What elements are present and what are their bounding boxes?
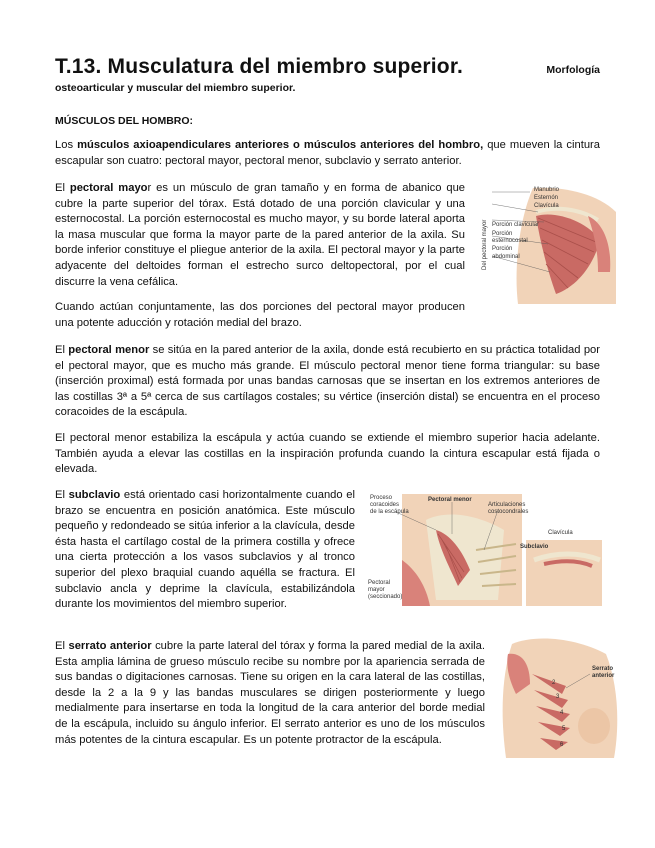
sub-label-coracoides: coracoides: [370, 502, 400, 508]
subclavio-paragraph: [55, 488, 355, 613]
pm-label-clavicula: Clavícula: [534, 203, 559, 209]
subclavio-figure: [366, 490, 602, 606]
pectoral-mayor-figure: [478, 182, 618, 304]
pm-label-abdominal: abdominal: [492, 254, 520, 260]
title-subtitle-end: osteoarticular y muscular del miembro superior.: [55, 82, 296, 94]
document-title: [55, 55, 600, 94]
pm-label-esternocostal: esternocostal: [492, 238, 528, 244]
title-subtitle-start: Morfología: [546, 64, 600, 76]
serrato-paragraph: [55, 639, 485, 748]
sub-label-pectoral-menor: Pectoral menor: [428, 497, 472, 503]
pectoral-menor-paragraph-2: [55, 431, 600, 478]
sub-label-pectoral: Pectoral: [368, 580, 391, 586]
pm-label-esternon: Esternón: [534, 195, 559, 201]
intro-text-start: Los: [55, 139, 78, 151]
pm-text-2: Cuando actúan conjuntamente, las dos porciones del pectoral mayor producen una potente aducción y rotación medial del brazo.: [55, 301, 465, 329]
sub-label-escapula: de la escápula: [370, 509, 409, 515]
intro-text-rest: que mueven la cintura escapular son cuatro: pectoral mayor, pectoral menor, subclavio y serrato anterior.: [55, 139, 601, 167]
ser-label-2: 2: [552, 680, 556, 686]
pmn-bold-term: pectoral menor: [68, 344, 150, 356]
sub-label-clavicula: Clavícula: [548, 530, 573, 536]
sub-label-articulaciones: Articulaciones: [488, 502, 526, 508]
title-main: T.13. Musculatura del miembro superior.: [55, 55, 464, 78]
ser-label-6: 6: [560, 742, 564, 748]
pm-label-vertical: Del pectoral mayor: [482, 219, 488, 270]
section-heading: MÚSCULOS DEL HOMBRO:: [55, 115, 194, 127]
pm-label-manubrio: Manubrio: [534, 187, 560, 193]
ser-label-serrato: Serrato: [592, 666, 614, 672]
pm-text-rest: r es un músculo de gran tamaño y en forma de abanico que cubre la parte superior del tórax. Está dotado de una porción clavicular y una esternocostal. La porción esternocostal es mucho mayor, y su borde lateral aporta la masa muscular que forma la mayor parte de la pared anterior de la axila. Su borde inferior constituye el pliegue anterior de la axila. El pectoral mayor y la parte adyacente del deltoides forman el estrecho surco deltopectoral, por el cual discurre la vena cefálica.: [55, 182, 466, 288]
pmn-text-2: El pectoral menor estabiliza la escápula y actúa cuando se extiende el miembro superior hacia adelante. También ayuda a elevar las costillas en la inspiración profunda cuando la cintura escapular está fijada o elevada.: [55, 432, 600, 476]
ser-label-3: 3: [556, 694, 560, 700]
intro-paragraph: [55, 138, 600, 169]
pectoral-mayor-paragraph-2: [55, 300, 465, 331]
pm-label-porcion-2: Porción: [492, 246, 513, 252]
pmn-text-start: El: [55, 344, 69, 356]
pmn-text-rest: se sitúa en la pared anterior de la axila, donde está recubierto en su práctica totalidad por el pectoral mayor, que es mucho más grande. El músculo pectoral menor tiene forma triangular: su base (inserción proximal) está formada por unas bandas carnosas que se insertan en los extremos anteriores de las costillas 3ª a 5ª cerca de sus cartílagos costales; su vértice (inserción distal) se encuentra en el proceso coracoides de la escápula.: [55, 344, 600, 419]
pm-label-porcion-1: Porción: [492, 231, 513, 237]
sub-label-mayor: mayor: [368, 587, 385, 593]
pm-label-clavicular: Porción clavicular: [492, 222, 540, 228]
ser-label-4: 4: [560, 710, 564, 716]
sub-bold-term: subclavio: [68, 489, 121, 501]
ser-text-start: El: [55, 640, 69, 652]
sub-label-proceso: Proceso: [370, 495, 393, 501]
ser-label-5: 5: [562, 726, 566, 732]
sub-label-seccionado: (seccionado): [368, 594, 403, 600]
sub-text-start: El: [55, 489, 69, 501]
sub-text-rest: está orientado casi horizontalmente cuando el brazo se encuentra en posición anatómica. Este músculo pequeño y redondeado se sitúa inferior a la clavícula, desde ésta hasta el cartílago costal de la primera costilla y ofrece una cierta protección a los vasos subclavios y al tronco superior del plexo braquial cuando aquélla se fractura. El subclavio ancla y deprime la clavícula, estabilizándola durante los movimientos del miembro superior.: [55, 489, 355, 611]
pm-text-start: El: [55, 182, 70, 194]
ser-text-rest: cubre la parte lateral del tórax y forma la pared medial de la axila. Esta amplia lámina de grueso músculo recibe su nombre por la apariencia serrada de sus bandas o digitaciones carnosas. Tiene su origen en la cara lateral de las costillas, desde la 2 a la 9 y las bandas musculares se dirigen posteriormente y luego medialmente para insertarse en toda la longitud de la cara anterior del borde medial de la escápula, incluido su ángulo inferior. El serrato anterior es uno de los músculos más potentes de la cintura escapular. Es un potente protractor de la escápula.: [55, 640, 485, 746]
pectoral-mayor-paragraph: [55, 181, 465, 290]
serrato-figure: [496, 634, 624, 758]
ser-bold-term: serrato anterior: [68, 640, 152, 652]
pm-bold-term: pectoral mayo: [69, 182, 148, 194]
sub-label-subclavio: Subclavio: [520, 544, 549, 550]
pectoral-menor-paragraph: [55, 343, 600, 421]
sub-label-costocondrales: costocondrales: [488, 509, 529, 515]
ser-label-anterior: anterior: [592, 673, 615, 679]
intro-bold-term: músculos axioapendiculares anteriores o músculos anteriores del hombro,: [77, 139, 484, 151]
